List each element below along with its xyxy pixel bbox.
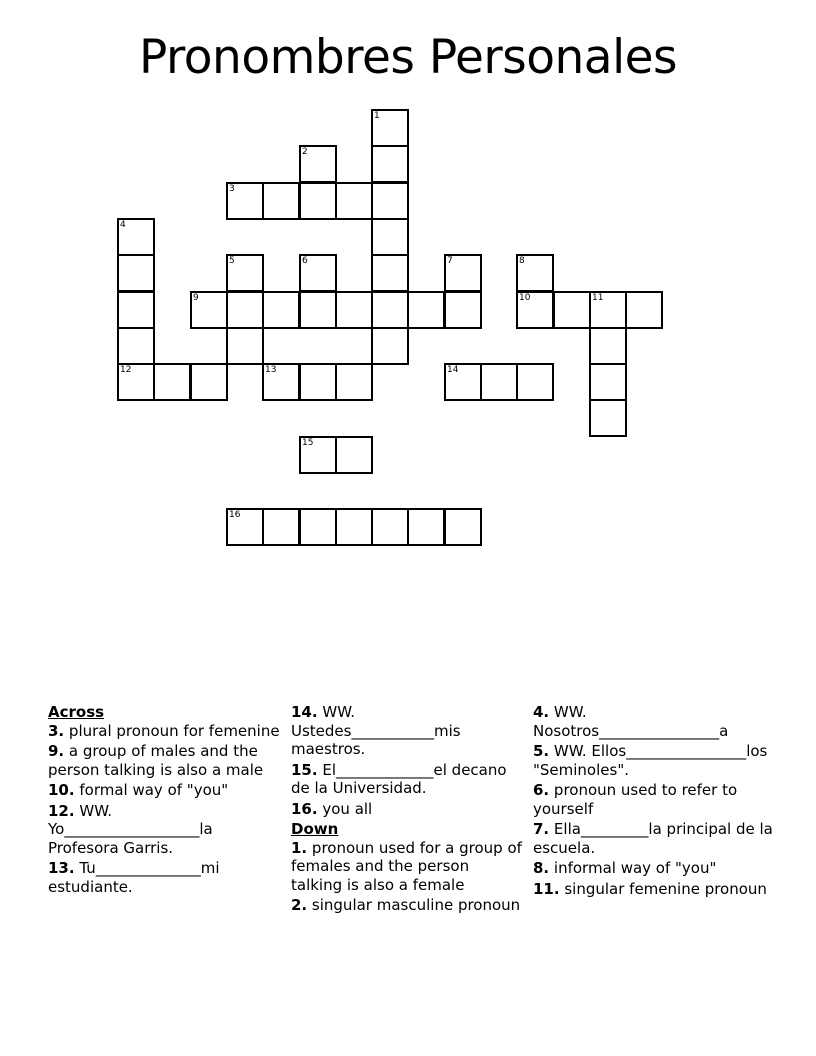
crossword-cell[interactable] <box>226 182 264 220</box>
crossword-cell[interactable] <box>371 218 409 256</box>
crossword-cell[interactable] <box>371 508 409 546</box>
crossword-cell[interactable] <box>371 291 409 329</box>
clue-text: pronoun used to refer to yourself <box>533 781 738 818</box>
crossword-cell[interactable] <box>480 363 518 401</box>
crossword-cell[interactable] <box>299 508 337 546</box>
cell-number: 3 <box>229 184 235 194</box>
crossword-cell[interactable] <box>335 182 373 220</box>
crossword-cell[interactable] <box>117 291 155 329</box>
clue-number: 14. <box>291 703 318 721</box>
crossword-cell[interactable] <box>444 254 482 292</box>
crossword-cell[interactable] <box>299 363 337 401</box>
clue-down-5 <box>533 742 773 779</box>
crossword-cell[interactable] <box>407 291 445 329</box>
clue-number: 9. <box>48 742 65 760</box>
crossword-cell[interactable] <box>444 291 482 329</box>
cell-number: 2 <box>302 147 308 157</box>
crossword-cell[interactable] <box>625 291 663 329</box>
clue-number: 13. <box>48 859 75 877</box>
crossword-cell[interactable] <box>226 327 264 365</box>
clue-text: informal way of "you" <box>553 859 717 877</box>
crossword-cell[interactable] <box>153 363 191 401</box>
clue-column-1 <box>48 703 280 898</box>
clue-across-16 <box>291 800 523 819</box>
cell-number: 14 <box>447 365 459 375</box>
clue-number: 8. <box>533 859 550 877</box>
crossword-cell[interactable] <box>335 436 373 474</box>
page-title: Pronombres Personales <box>138 30 678 85</box>
crossword-cell[interactable] <box>444 363 482 401</box>
crossword-cell[interactable] <box>589 327 627 365</box>
crossword-cell[interactable] <box>335 291 373 329</box>
cell-number: 12 <box>120 365 132 375</box>
crossword-cell[interactable] <box>262 508 300 546</box>
clue-text: Tu______________mi estudiante. <box>48 859 220 896</box>
crossword-cell[interactable] <box>589 291 627 329</box>
clue-text: WW. Ustedes___________mis maestros. <box>291 703 461 758</box>
crossword-cell[interactable] <box>371 327 409 365</box>
clue-across-15 <box>291 761 523 798</box>
crossword-cell[interactable] <box>262 363 300 401</box>
crossword-cell[interactable] <box>371 109 409 147</box>
across-heading: Across <box>48 703 105 721</box>
clue-column-2 <box>291 703 523 917</box>
crossword-cell[interactable] <box>299 254 337 292</box>
clue-down-7 <box>533 820 773 857</box>
crossword-cell[interactable] <box>226 254 264 292</box>
cell-number: 6 <box>302 256 308 266</box>
clue-number: 16. <box>291 799 318 818</box>
crossword-cell[interactable] <box>299 182 337 220</box>
clue-text: El_____________el decano de la Universidad. <box>291 760 507 797</box>
cell-number: 13 <box>265 365 277 375</box>
cell-number: 9 <box>193 293 199 303</box>
crossword-cell[interactable] <box>226 508 264 546</box>
crossword-cell[interactable] <box>407 508 445 546</box>
cell-number: 11 <box>592 293 604 303</box>
clue-text: a group of males and the person talking is also a male <box>48 742 264 779</box>
clue-down-11 <box>533 880 773 899</box>
clue-text: plural pronoun for femenine <box>68 721 280 740</box>
cell-number: 4 <box>120 220 126 230</box>
crossword-cell[interactable] <box>262 291 300 329</box>
cell-number: 1 <box>374 111 380 121</box>
crossword-cell[interactable] <box>444 508 482 546</box>
crossword-cell[interactable] <box>371 254 409 292</box>
clue-number: 5. <box>533 742 550 760</box>
clue-across-14 <box>291 703 523 759</box>
crossword-cell[interactable] <box>117 254 155 292</box>
clue-text: singular femenine pronoun <box>564 879 767 898</box>
clue-down-4 <box>533 703 773 740</box>
crossword-cell[interactable] <box>553 291 591 329</box>
clue-text: WW. Ellos________________los "Seminoles". <box>533 742 768 779</box>
clue-text: Ella_________la principal de la escuela. <box>533 820 773 857</box>
crossword-cell[interactable] <box>190 291 228 329</box>
clue-number: 12. <box>48 801 75 820</box>
clue-number: 1. <box>291 838 308 857</box>
clue-down-8 <box>533 859 773 878</box>
crossword-cell[interactable] <box>371 182 409 220</box>
clue-text: pronoun used for a group of females and the person talking is also a female <box>291 838 522 894</box>
cell-number: 15 <box>302 438 314 448</box>
clue-across-13 <box>48 859 280 896</box>
crossword-cell[interactable] <box>516 363 554 401</box>
crossword-cell[interactable] <box>262 182 300 220</box>
crossword-cell[interactable] <box>589 399 627 437</box>
clue-number: 3. <box>48 721 65 740</box>
crossword-cell[interactable] <box>589 363 627 401</box>
crossword-cell[interactable] <box>299 145 337 183</box>
clue-column-3 <box>533 703 773 900</box>
crossword-cell[interactable] <box>516 291 554 329</box>
clue-number: 4. <box>533 703 550 721</box>
clue-text: formal way of "you" <box>79 781 229 799</box>
crossword-cell[interactable] <box>335 363 373 401</box>
clue-text: you all <box>322 799 373 818</box>
crossword-cell[interactable] <box>190 363 228 401</box>
cell-number: 8 <box>519 256 525 266</box>
clue-down-1 <box>291 839 523 895</box>
crossword-cell[interactable] <box>335 508 373 546</box>
clue-down-6 <box>533 781 773 818</box>
clue-number: 6. <box>533 781 550 799</box>
crossword-cell[interactable] <box>117 327 155 365</box>
clue-number: 15. <box>291 760 318 779</box>
clue-across-3 <box>48 722 280 741</box>
down-heading: Down <box>291 820 339 838</box>
cell-number: 5 <box>229 256 235 266</box>
crossword-cell[interactable] <box>371 145 409 183</box>
clue-text: WW. Nosotros________________a <box>533 703 729 740</box>
clue-across-10 <box>48 781 280 800</box>
crossword-cell[interactable] <box>226 291 264 329</box>
clue-number: 7. <box>533 820 550 838</box>
clue-down-2 <box>291 896 523 915</box>
cell-number: 7 <box>447 256 453 266</box>
crossword-cell[interactable] <box>117 218 155 256</box>
crossword-cell[interactable] <box>299 291 337 329</box>
clue-number: 2. <box>291 896 308 914</box>
clue-number: 11. <box>533 879 560 898</box>
clue-text: WW. Yo__________________la Profesora Garris. <box>48 801 213 857</box>
cell-number: 16 <box>229 510 241 520</box>
clue-number: 10. <box>48 781 75 799</box>
cell-number: 10 <box>519 293 531 303</box>
clue-across-12 <box>48 802 280 858</box>
crossword-cell[interactable] <box>299 436 337 474</box>
clue-text: singular masculine pronoun <box>311 896 521 914</box>
crossword-cell[interactable] <box>516 254 554 292</box>
crossword-cell[interactable] <box>117 363 155 401</box>
clue-across-9 <box>48 742 280 779</box>
